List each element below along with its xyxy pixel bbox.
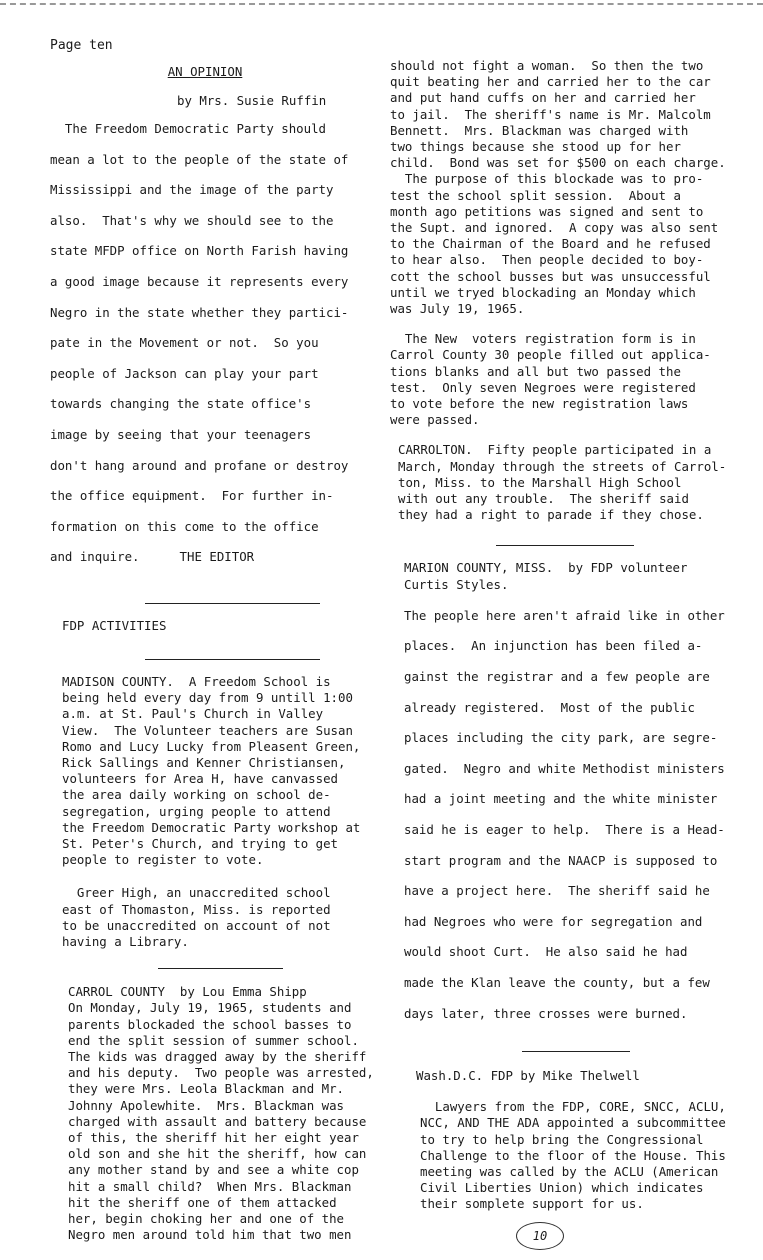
article-line: The purpose of this blockade was to pro- (390, 171, 704, 187)
article-line: Negro men around told him that two men (68, 1227, 352, 1243)
divider (522, 1051, 630, 1052)
article-line: her, begin choking her and one of the (68, 1211, 345, 1226)
article-line: Carrol County 30 people filled out applica- (390, 347, 711, 363)
article-line: Johnny Apolewhite. Mrs. Blackman was (68, 1097, 345, 1113)
article-line: Romo and Lucy Lucky from Pleasent Green, (62, 738, 361, 754)
article-line: any mother stand by and see a white cop (68, 1162, 359, 1178)
article-line: Bennett. Mrs. Blackman was charged with (390, 122, 689, 138)
article-line: and his deputy. Two people was arrested, (68, 1065, 374, 1081)
article-line: MADISON COUNTY. A Freedom School is (62, 673, 331, 689)
article-line: days later, three crosses were burned. (404, 1005, 688, 1021)
article-line: NCC, AND THE ADA appointed a subcommittee (420, 1115, 726, 1131)
opinion-line: state MFDP office on North Farish having (50, 243, 349, 259)
article-line: a.m. at St. Paul's Church in Valley (62, 706, 324, 722)
article-line: they were Mrs. Leola Blackman and Mr. (68, 1081, 345, 1097)
article-line: places including the city park, are segre- (404, 730, 718, 746)
marion-county-heading (404, 560, 755, 592)
opinion-line: Mississippi and the image of the party (50, 182, 334, 198)
article-line: until we tryed blockading an Monday which (390, 284, 696, 300)
opinion-last-line: and inquire. (50, 549, 140, 565)
article-line: east of Thomaston, Miss. is reported (62, 901, 331, 917)
article-line: hit the sheriff one of them attacked (68, 1194, 337, 1210)
article-line: should not fight a woman. So then the two (390, 58, 704, 73)
article-line: quit beating her and carried her to the car (390, 74, 711, 90)
article-line: segregation, urging people to attend (62, 803, 331, 819)
opinion-editor: THE EDITOR (179, 549, 255, 565)
opinion-line: towards changing the state office's (50, 396, 312, 412)
article-line: charged with assault and battery because (68, 1113, 367, 1129)
opinion-byline: by Mrs. Susie Ruffin (177, 93, 327, 108)
heading-line: Curtis Styles. (404, 576, 509, 592)
article-line: Civil Liberties Union) which indicates (420, 1180, 704, 1196)
article-line: with out any trouble. The sheriff said (398, 491, 689, 507)
marion-county-article (404, 601, 755, 1029)
carrolton-article (398, 442, 755, 523)
article-line: tions blanks and all but two passed the (390, 363, 681, 379)
right-column (390, 58, 755, 1213)
article-line: parents blockaded the school basses to (68, 1016, 352, 1032)
opinion-line: formation on this come to the office (50, 518, 319, 534)
article-line: would shoot Curt. He also said he had (404, 944, 688, 960)
article-line: had a joint meeting and the white minister (404, 791, 718, 807)
article-line: were passed. (390, 412, 480, 428)
greer-high-article (62, 885, 375, 950)
article-line: to jail. The sheriff's name is Mr. Malcolm (390, 106, 711, 122)
article-line: test the school split session. About a (390, 187, 681, 203)
activities-title: FDP ACTIVITIES (62, 617, 167, 633)
article-line: two things because she stood up for her (390, 139, 681, 155)
carrol-county-article (68, 984, 375, 1243)
opinion-line: Negro in the state whether they partici- (50, 304, 349, 320)
top-border (0, 3, 763, 5)
madison-county-article (62, 674, 375, 868)
opinion-body (50, 114, 375, 573)
divider (145, 659, 320, 660)
article-line: have a project here. The sheriff said he (404, 883, 710, 899)
opinion-line (50, 542, 375, 573)
article-line: St. Peter's Church, and trying to get (62, 835, 339, 851)
article-line: being held every day from 9 untill 1:00 (62, 690, 353, 706)
article-line: of this, the sheriff hit her eight year (68, 1129, 359, 1145)
divider (496, 545, 634, 546)
article-line: The people here aren't afraid like in other (404, 607, 725, 623)
article-line: the Freedom Democratic Party workshop at (62, 819, 361, 835)
article-line: places. An injunction has been filed a- (404, 638, 703, 654)
opinion-line: mean a lot to the people of the state of (50, 151, 349, 167)
voters-registration-article (390, 331, 755, 428)
article-line: the Supt. and ignored. A copy was also sent (390, 220, 719, 236)
article-line: ton, Miss. to the Marshall High School (398, 474, 682, 490)
article-line: gated. Negro and white Methodist ministers (404, 760, 725, 776)
article-line: View. The Volunteer teachers are Susan (62, 722, 353, 738)
article-line: people to register to vote. (62, 852, 264, 868)
article-line: hit a small child? When Mrs. Blackman (68, 1178, 352, 1194)
article-line: end the split session of summer school. (68, 1032, 359, 1048)
article-line: March, Monday through the streets of Carrol- (398, 458, 727, 474)
opinion-line: also. That's why we should see to the (50, 212, 334, 228)
article-line: the area daily working on school de- (62, 787, 331, 803)
page-number: 10 (516, 1222, 564, 1250)
article-line: old son and she hit the sheriff, how can (68, 1146, 367, 1162)
opinion-line: don't hang around and profane or destroy (50, 457, 349, 473)
article-line: CARROLTON. Fifty people participated in a (398, 442, 712, 458)
article-line: their somplete support for us. (420, 1196, 644, 1212)
article-line: The New voters registration form is in (390, 331, 696, 347)
article-line: to hear also. Then people decided to boy- (390, 252, 704, 268)
opinion-title: AN OPINION (167, 64, 243, 79)
article-line: said he is eager to help. There is a Head- (404, 822, 725, 838)
article-line: CARROL COUNTY by Lou Emma Shipp (68, 984, 307, 1000)
article-line: child. Bond was set for $500 on each charge. (390, 155, 726, 171)
opinion-line: image by seeing that your teenagers (50, 426, 312, 442)
article-line: and put hand cuffs on her and carried her (390, 90, 696, 106)
article-line: made the Klan leave the county, but a few (404, 975, 710, 991)
article-line: to vote before the new registration laws (390, 396, 689, 412)
page-label: Page ten (50, 38, 113, 53)
opinion-line: the office equipment. For further in- (50, 488, 334, 504)
opinion-line: a good image because it represents every (50, 273, 349, 289)
article-line: to be unaccredited on account of not (62, 917, 331, 933)
article-line: test. Only seven Negroes were registered (390, 379, 696, 395)
article-line: Challenge to the floor of the House. This (420, 1147, 726, 1163)
article-line: to try to help bring the Congressional (420, 1131, 704, 1147)
article-line: Greer High, an unaccredited school (62, 885, 331, 901)
opinion-line: The Freedom Democratic Party should (50, 121, 327, 136)
article-line: they had a right to parade if they chose. (398, 507, 704, 523)
wash-dc-article (420, 1099, 755, 1212)
article-line: On Monday, July 19, 1965, students and (68, 1000, 352, 1016)
article-line: Lawyers from the FDP, CORE, SNCC, ACLU, (420, 1099, 726, 1115)
divider (158, 968, 283, 969)
article-line: Rick Sallings and Kenner Christiansen, (62, 754, 346, 770)
article-line: volunteers for Area H, have canvassed (62, 771, 339, 787)
opinion-line: people of Jackson can play your part (50, 365, 319, 381)
article-line: gainst the registrar and a few people are (404, 669, 710, 685)
article-line: having a Library. (62, 933, 189, 949)
heading-line: MARION COUNTY, MISS. by FDP volunteer (404, 560, 688, 576)
article-line: The kids was dragged away by the sheriff (68, 1048, 367, 1064)
article-line: meeting was called by the ACLU (American (420, 1164, 719, 1180)
carrol-county-continued (390, 58, 755, 317)
article-line: to the Chairman of the Board and he refused (390, 236, 711, 252)
article-line: already registered. Most of the public (404, 699, 695, 715)
article-line: was July 19, 1965. (390, 301, 525, 317)
left-column (50, 64, 375, 1243)
article-line: had Negroes who were for segregation and (404, 913, 703, 929)
opinion-line: pate in the Movement or not. So you (50, 335, 319, 351)
wash-dc-heading: Wash.D.C. FDP by Mike Thelwell (416, 1068, 640, 1084)
article-line: month ago petitions was signed and sent to (390, 203, 704, 219)
article-line: start program and the NAACP is supposed to (404, 852, 718, 868)
divider (145, 603, 320, 604)
article-line: cott the school busses but was unsuccessful (390, 268, 711, 284)
